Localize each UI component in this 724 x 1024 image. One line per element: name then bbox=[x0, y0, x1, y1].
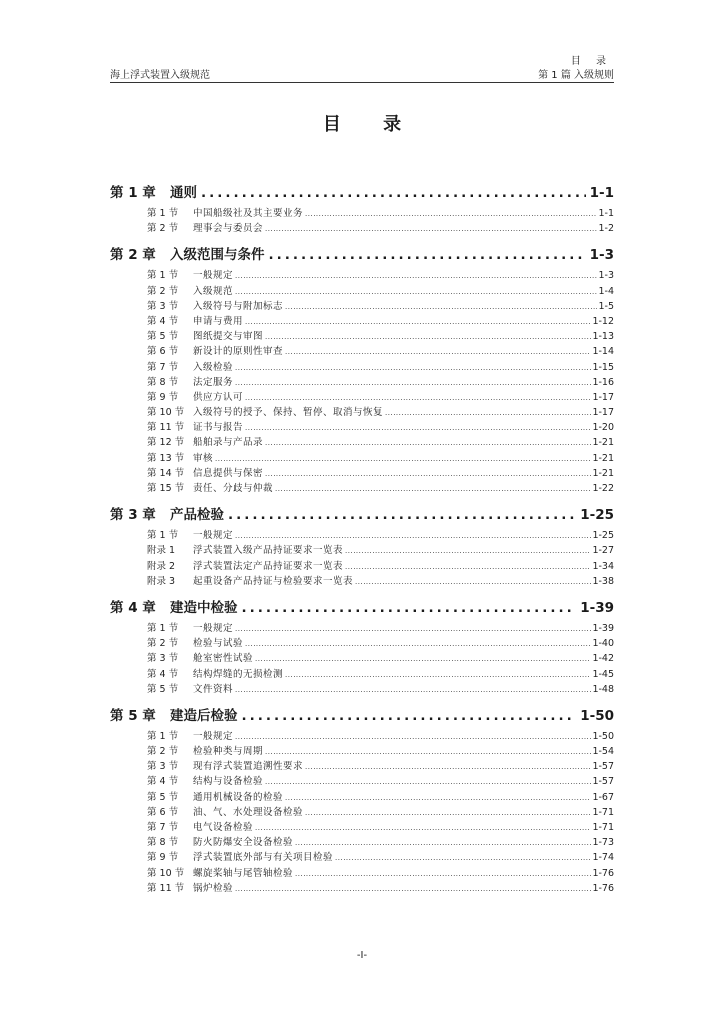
toc-section-page: 1-12 bbox=[592, 315, 614, 327]
toc-section-entry[interactable] bbox=[147, 574, 614, 589]
toc-section-page: 1-22 bbox=[592, 483, 614, 494]
toc-leader-dots bbox=[235, 376, 591, 391]
toc-leader-dots bbox=[235, 285, 597, 300]
toc-section-list bbox=[110, 528, 614, 591]
toc-section-list bbox=[110, 621, 614, 699]
toc-leader-dots bbox=[285, 791, 591, 806]
toc-leader-dots bbox=[275, 482, 591, 497]
toc-section-entry[interactable] bbox=[147, 667, 614, 682]
toc-leader-dots bbox=[355, 575, 591, 590]
toc-section-entry[interactable] bbox=[147, 543, 614, 558]
toc-leader-dots bbox=[265, 330, 591, 345]
toc-section-entry[interactable] bbox=[147, 466, 614, 481]
toc-section-entry[interactable] bbox=[147, 390, 614, 405]
toc-section-title: 结构与设备检验 bbox=[193, 776, 264, 788]
toc-section-number: 第 8 节 bbox=[147, 837, 179, 849]
toc-section-page: 1-14 bbox=[592, 346, 614, 358]
toc-section-page: 1-42 bbox=[592, 653, 614, 665]
toc-section-number: 第 13 节 bbox=[147, 452, 185, 464]
toc-chapter-title: 产品检验 bbox=[170, 507, 224, 524]
toc-section-entry[interactable] bbox=[147, 835, 614, 850]
toc-section-page: 1-16 bbox=[592, 376, 614, 388]
toc-leader-dots bbox=[295, 836, 591, 851]
toc-leader-dots bbox=[285, 345, 591, 360]
toc-section-entry[interactable] bbox=[147, 528, 614, 543]
toc-section-title: 船舶录与产品录 bbox=[193, 437, 264, 449]
toc-section-title: 供应方认可 bbox=[193, 391, 244, 403]
toc-leader-dots bbox=[265, 222, 597, 237]
toc-section-title: 浮式装置入级产品持证要求一览表 bbox=[193, 545, 344, 557]
toc-section-number: 第 1 节 bbox=[147, 530, 179, 542]
toc-section-entry[interactable] bbox=[147, 850, 614, 865]
toc-chapter-page: 1-1 bbox=[589, 185, 614, 201]
toc-section-page: 1-57 bbox=[592, 761, 614, 773]
toc-section-page: 1-39 bbox=[592, 622, 614, 634]
toc-leader-dots bbox=[235, 529, 591, 544]
toc-section-title: 电气设备检验 bbox=[193, 822, 254, 833]
toc-chapter bbox=[110, 703, 614, 898]
toc-section-page: 1-1 bbox=[598, 208, 614, 219]
toc-leader-dots bbox=[235, 683, 591, 698]
toc-section-number: 第 14 节 bbox=[147, 467, 185, 479]
toc-section-page: 1-40 bbox=[592, 638, 614, 650]
toc-leader-dots bbox=[285, 300, 597, 315]
toc-section-page: 1-21 bbox=[592, 452, 614, 464]
toc-section-number: 第 2 节 bbox=[147, 638, 179, 650]
toc-section-number: 第 4 节 bbox=[147, 668, 179, 680]
toc-section-title: 通用机械设备的检验 bbox=[193, 791, 284, 803]
toc-section-title: 入级规范 bbox=[193, 285, 234, 297]
toc-section-entry[interactable] bbox=[147, 435, 614, 450]
toc-section-entry[interactable] bbox=[147, 636, 614, 651]
toc-section-number: 第 2 节 bbox=[147, 223, 179, 235]
toc-section-title: 防火防爆安全设备检验 bbox=[193, 837, 294, 849]
toc-leader-dots bbox=[295, 867, 591, 882]
toc-section-page: 1-74 bbox=[592, 852, 614, 864]
toc-section-entry[interactable] bbox=[147, 451, 614, 466]
toc-leader-dots bbox=[235, 730, 591, 745]
toc-section-title: 理事会与委员会 bbox=[193, 223, 264, 235]
toc-section-number: 第 7 节 bbox=[147, 361, 179, 373]
toc-section-title: 锅炉检验 bbox=[193, 882, 234, 894]
toc-chapter-number: 第 1 章 bbox=[110, 185, 156, 201]
toc-section-page: 1-67 bbox=[592, 791, 614, 803]
toc-section-number: 第 10 节 bbox=[147, 867, 185, 879]
toc-section-number: 第 3 节 bbox=[147, 300, 179, 312]
toc-section-number: 第 15 节 bbox=[147, 483, 185, 494]
toc-chapter bbox=[110, 180, 614, 238]
toc-section-number: 第 8 节 bbox=[147, 376, 179, 388]
toc-section-title: 责任、分歧与仲裁 bbox=[193, 483, 274, 494]
toc-section-page: 1-57 bbox=[592, 776, 614, 788]
toc-section-number: 第 6 节 bbox=[147, 346, 179, 358]
toc-leader-dots bbox=[235, 882, 591, 897]
toc-leader-dots bbox=[245, 315, 591, 330]
toc-section-entry[interactable] bbox=[147, 268, 614, 283]
toc-section-page: 1-73 bbox=[592, 837, 614, 849]
toc-section-number: 第 11 节 bbox=[147, 422, 185, 434]
toc-section-number: 第 1 节 bbox=[147, 730, 179, 742]
toc-section-page: 1-50 bbox=[592, 730, 614, 742]
toc-section-entry[interactable] bbox=[147, 329, 614, 344]
toc-chapter-page: 1-25 bbox=[580, 507, 614, 524]
toc-section-number: 第 9 节 bbox=[147, 852, 179, 864]
toc-section-number: 附录 3 bbox=[147, 575, 176, 587]
toc-section-entry[interactable] bbox=[147, 881, 614, 896]
toc-section-page: 1-17 bbox=[592, 391, 614, 403]
toc-section-title: 浮式装置底外部与有关项目检验 bbox=[193, 852, 334, 864]
toc-leader-dots bbox=[269, 242, 586, 268]
toc-leader-dots bbox=[265, 775, 591, 790]
toc-section-page: 1-13 bbox=[592, 331, 614, 343]
toc-leader-dots bbox=[235, 622, 591, 637]
toc-leader-dots bbox=[228, 502, 576, 528]
toc-section-title: 油、气、水处理设备检验 bbox=[193, 806, 304, 818]
toc-chapter-page: 1-50 bbox=[580, 707, 614, 724]
toc-section-title: 审核 bbox=[193, 452, 214, 464]
toc-section-page: 1-71 bbox=[592, 822, 614, 833]
toc-chapter-entry[interactable] bbox=[110, 242, 614, 268]
toc-section-number: 第 10 节 bbox=[147, 407, 185, 419]
toc-section-entry[interactable] bbox=[147, 375, 614, 390]
toc-leader-dots bbox=[245, 421, 591, 436]
toc-section-number: 第 5 节 bbox=[147, 331, 179, 343]
toc-section-entry[interactable] bbox=[147, 790, 614, 805]
toc-section-title: 图纸提交与审图 bbox=[193, 331, 264, 343]
toc-section-page: 1-34 bbox=[592, 560, 614, 572]
toc-section-title: 浮式装置法定产品持证要求一览表 bbox=[193, 560, 344, 572]
toc-leader-dots bbox=[305, 806, 591, 821]
toc-section-number: 第 1 节 bbox=[147, 208, 179, 219]
toc-section-title: 起重设备产品持证与检验要求一览表 bbox=[193, 575, 354, 587]
toc-chapter-title: 通则 bbox=[170, 185, 197, 201]
toc-leader-dots bbox=[255, 652, 591, 667]
toc-section-title: 一般规定 bbox=[193, 530, 234, 542]
toc-section-page: 1-15 bbox=[592, 361, 614, 373]
footer-page-number: -I- bbox=[356, 950, 368, 961]
toc-section-number: 第 2 节 bbox=[147, 746, 179, 758]
toc-section-entry[interactable] bbox=[147, 820, 614, 835]
toc-section-entry[interactable] bbox=[147, 405, 614, 420]
toc-section-page: 1-71 bbox=[592, 806, 614, 818]
toc-section-entry[interactable] bbox=[147, 651, 614, 666]
toc-chapter-page: 1-39 bbox=[580, 599, 614, 616]
toc-leader-dots bbox=[245, 391, 591, 406]
toc-section-number: 第 5 节 bbox=[147, 791, 179, 803]
toc-section-title: 新设计的原则性审查 bbox=[193, 346, 284, 358]
toc-chapter-title: 建造后检验 bbox=[170, 707, 238, 724]
header-part-title: 第 1 篇 入级规则 bbox=[538, 70, 614, 81]
toc-section-title: 一般规定 bbox=[193, 270, 234, 282]
toc-leader-dots bbox=[242, 703, 577, 729]
toc-leader-dots bbox=[285, 668, 591, 683]
toc-section-number: 第 1 节 bbox=[147, 270, 179, 282]
toc-section-number: 第 11 节 bbox=[147, 882, 185, 894]
toc-leader-dots bbox=[265, 436, 591, 451]
toc-leader-dots bbox=[255, 821, 591, 836]
toc-section-page: 1-27 bbox=[592, 545, 614, 557]
toc-section-number: 第 6 节 bbox=[147, 806, 179, 818]
toc-leader-dots bbox=[305, 760, 591, 775]
toc-section-number: 第 12 节 bbox=[147, 437, 185, 449]
toc-chapter bbox=[110, 595, 614, 699]
toc-section-page: 1-76 bbox=[592, 867, 614, 879]
toc-leader-dots bbox=[385, 406, 591, 421]
toc-leader-dots bbox=[305, 207, 597, 222]
toc-leader-dots bbox=[242, 595, 577, 621]
toc-leader-dots bbox=[245, 637, 591, 652]
toc-section-entry[interactable] bbox=[147, 729, 614, 744]
toc-section-entry[interactable] bbox=[147, 360, 614, 375]
toc-section-title: 现有浮式装置追溯性要求 bbox=[193, 761, 304, 773]
toc-section-title: 一般规定 bbox=[193, 730, 234, 742]
toc-section-page: 1-38 bbox=[592, 575, 614, 587]
toc-leader-dots bbox=[201, 180, 586, 206]
toc-section-title: 检验与试验 bbox=[193, 638, 244, 650]
toc-section-title: 入级检验 bbox=[193, 361, 234, 373]
toc-chapter-number: 第 3 章 bbox=[110, 507, 156, 524]
toc-chapter-title: 入级范围与条件 bbox=[170, 247, 265, 264]
toc-section-entry[interactable] bbox=[147, 284, 614, 299]
toc-leader-dots bbox=[335, 851, 591, 866]
toc-section-title: 结构焊缝的无损检测 bbox=[193, 668, 284, 680]
toc-section-page: 1-21 bbox=[592, 467, 614, 479]
page-title: 目 录 bbox=[322, 114, 420, 135]
toc-section-entry[interactable] bbox=[147, 866, 614, 881]
toc-chapter-entry[interactable] bbox=[110, 502, 614, 528]
toc-section-entry[interactable] bbox=[147, 314, 614, 329]
header-section-label: 目 录 bbox=[570, 56, 612, 67]
toc-section-list bbox=[110, 268, 614, 498]
toc-section-number: 第 1 节 bbox=[147, 622, 179, 634]
toc-chapter-entry[interactable] bbox=[110, 180, 614, 206]
toc-section-entry[interactable] bbox=[147, 759, 614, 774]
toc-chapter bbox=[110, 242, 614, 498]
toc-section-title: 入级符号与附加标志 bbox=[193, 300, 284, 312]
toc-section-entry[interactable] bbox=[147, 744, 614, 759]
toc-section-title: 申请与费用 bbox=[193, 315, 244, 327]
toc-section-page: 1-48 bbox=[592, 683, 614, 695]
toc-section-entry[interactable] bbox=[147, 682, 614, 697]
toc-section-page: 1-4 bbox=[598, 285, 614, 297]
toc-section-title: 入级符号的授予、保持、暂停、取消与恢复 bbox=[193, 407, 384, 419]
toc-section-number: 第 5 节 bbox=[147, 683, 179, 695]
toc-leader-dots bbox=[345, 544, 591, 559]
toc-section-page: 1-25 bbox=[592, 530, 614, 542]
toc-section-number: 附录 1 bbox=[147, 545, 176, 557]
toc-section-page: 1-3 bbox=[598, 270, 614, 282]
toc-chapter-entry[interactable] bbox=[110, 595, 614, 621]
toc-chapter-page: 1-3 bbox=[589, 247, 614, 264]
toc-chapter bbox=[110, 502, 614, 591]
toc-section-page: 1-45 bbox=[592, 668, 614, 680]
toc-section-page: 1-21 bbox=[592, 437, 614, 449]
toc-section-list bbox=[110, 729, 614, 898]
toc-leader-dots bbox=[215, 452, 591, 467]
header-rule bbox=[110, 82, 614, 83]
toc-section-title: 文件资料 bbox=[193, 683, 234, 695]
toc-section-page: 1-2 bbox=[598, 223, 614, 235]
toc-section-number: 第 4 节 bbox=[147, 776, 179, 788]
toc-chapter-number: 第 2 章 bbox=[110, 247, 156, 264]
toc-leader-dots bbox=[345, 560, 591, 575]
toc-section-page: 1-76 bbox=[592, 882, 614, 894]
toc-leader-dots bbox=[265, 467, 591, 482]
toc-leader-dots bbox=[265, 745, 591, 760]
toc-section-title: 舱室密性试验 bbox=[193, 653, 254, 665]
toc-section-entry[interactable] bbox=[147, 420, 614, 435]
toc-section-page: 1-17 bbox=[592, 407, 614, 419]
toc-section-title: 证书与报告 bbox=[193, 422, 244, 434]
toc-leader-dots bbox=[235, 361, 591, 376]
toc-section-entry[interactable] bbox=[147, 774, 614, 789]
table-of-contents bbox=[110, 180, 614, 898]
toc-section-number: 第 9 节 bbox=[147, 391, 179, 403]
toc-section-entry[interactable] bbox=[147, 206, 614, 221]
toc-section-entry[interactable] bbox=[147, 344, 614, 359]
running-header bbox=[110, 67, 614, 81]
toc-chapter-title: 建造中检验 bbox=[170, 599, 238, 616]
toc-section-number: 附录 2 bbox=[147, 560, 176, 572]
toc-section-page: 1-5 bbox=[598, 300, 614, 312]
toc-section-entry[interactable] bbox=[147, 621, 614, 636]
toc-section-entry[interactable] bbox=[147, 221, 614, 236]
toc-section-title: 法定服务 bbox=[193, 376, 234, 388]
toc-section-number: 第 3 节 bbox=[147, 761, 179, 773]
toc-chapter-number: 第 5 章 bbox=[110, 707, 156, 724]
toc-leader-dots bbox=[235, 269, 597, 284]
toc-chapter-number: 第 4 章 bbox=[110, 599, 156, 616]
toc-section-number: 第 3 节 bbox=[147, 653, 179, 665]
header-document-title: 海上浮式装置入级规范 bbox=[110, 70, 210, 81]
toc-section-page: 1-20 bbox=[592, 422, 614, 434]
toc-section-title: 信息提供与保密 bbox=[193, 467, 264, 479]
toc-section-entry[interactable] bbox=[147, 559, 614, 574]
toc-section-title: 检验种类与周期 bbox=[193, 746, 264, 758]
toc-section-number: 第 2 节 bbox=[147, 285, 179, 297]
toc-section-number: 第 4 节 bbox=[147, 315, 179, 327]
toc-section-entry[interactable] bbox=[147, 805, 614, 820]
toc-section-title: 一般规定 bbox=[193, 622, 234, 634]
toc-section-page: 1-54 bbox=[592, 746, 614, 758]
toc-section-number: 第 7 节 bbox=[147, 822, 179, 833]
toc-section-list bbox=[110, 206, 614, 238]
toc-section-entry[interactable] bbox=[147, 299, 614, 314]
toc-section-title: 螺旋桨轴与尾管轴检验 bbox=[193, 867, 294, 879]
toc-chapter-entry[interactable] bbox=[110, 703, 614, 729]
toc-section-title: 中国船级社及其主要业务 bbox=[193, 208, 304, 219]
toc-section-entry[interactable] bbox=[147, 481, 614, 496]
